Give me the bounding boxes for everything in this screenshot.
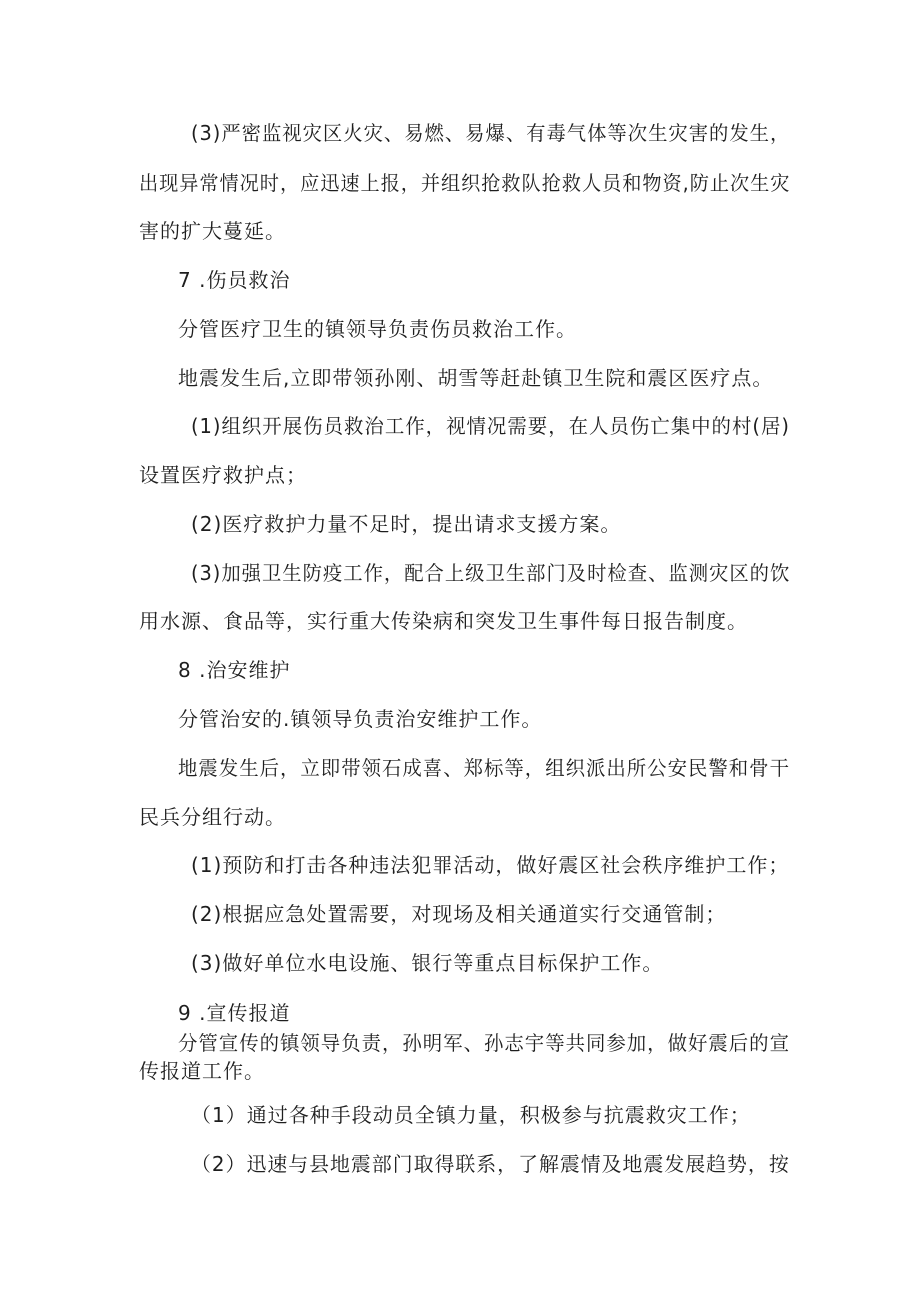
paragraph-line: (2)根据应急处置需要，对现场及相关通道实行交通管制； [191, 902, 727, 926]
paragraph-line: 传报道工作。 [139, 1059, 265, 1083]
paragraph-line: 分管治安的.镇领导负责治安维护工作。 [178, 707, 543, 731]
paragraph-line: (1)预防和打击各种违法犯罪活动，做好震区社会秩序维护工作； [191, 853, 790, 877]
paragraph-line: (1)组织开展伤员救治工作，视情况需要，在人员伤亡集中的村(居) [191, 414, 790, 438]
paragraph-line: 民兵分组行动。 [139, 805, 286, 829]
paragraph-line: 分管医疗卫生的镇领导负责伤员救治工作。 [178, 317, 577, 341]
paragraph-line: 地震发生后,立即带领孙刚、胡雪等赶赴镇卫生院和震区医疗点。 [178, 366, 774, 390]
paragraph-line: 设置医疗救护点； [139, 463, 307, 487]
paragraph-line: 用水源、食品等，实行重大传染病和突发卫生事件每日报告制度。 [139, 609, 748, 633]
paragraph-line: （2）迅速与县地震部门取得联系，了解震情及地震发展趋势，按 [191, 1152, 790, 1176]
paragraph-line: (2)医疗救护力量不足时，提出请求支援方案。 [191, 512, 622, 536]
paragraph-line: 分管宣传的镇领导负责，孙明军、孙志宇等共同参加，做好震后的宣 [178, 1031, 790, 1055]
paragraph-line: （1）通过各种手段动员全镇力量，积极参与抗震救灾工作； [191, 1103, 751, 1127]
paragraph-line: (3)严密监视灾区火灾、易燃、易爆、有毒气体等次生灾害的发生， [191, 121, 791, 145]
section-heading-8: 8 .治安维护 [178, 658, 291, 682]
paragraph-line: 出现异常情况时，应迅速上报，并组织抢救队抢救人员和物资,防止次生灾 [139, 171, 791, 195]
paragraph-line: 害的扩大蔓延。 [139, 219, 286, 243]
paragraph-line: 地震发生后，立即带领石成喜、郑标等，组织派出所公安民警和骨干 [178, 756, 790, 780]
paragraph-line: (3)加强卫生防疫工作，配合上级卫生部门及时检查、监测灾区的饮 [191, 561, 791, 585]
section-heading-7: 7 .伤员救治 [178, 268, 291, 292]
paragraph-line: (3)做好单位水电设施、银行等重点目标保护工作。 [191, 951, 664, 975]
section-heading-9: 9 .宣传报道 [178, 1001, 291, 1025]
